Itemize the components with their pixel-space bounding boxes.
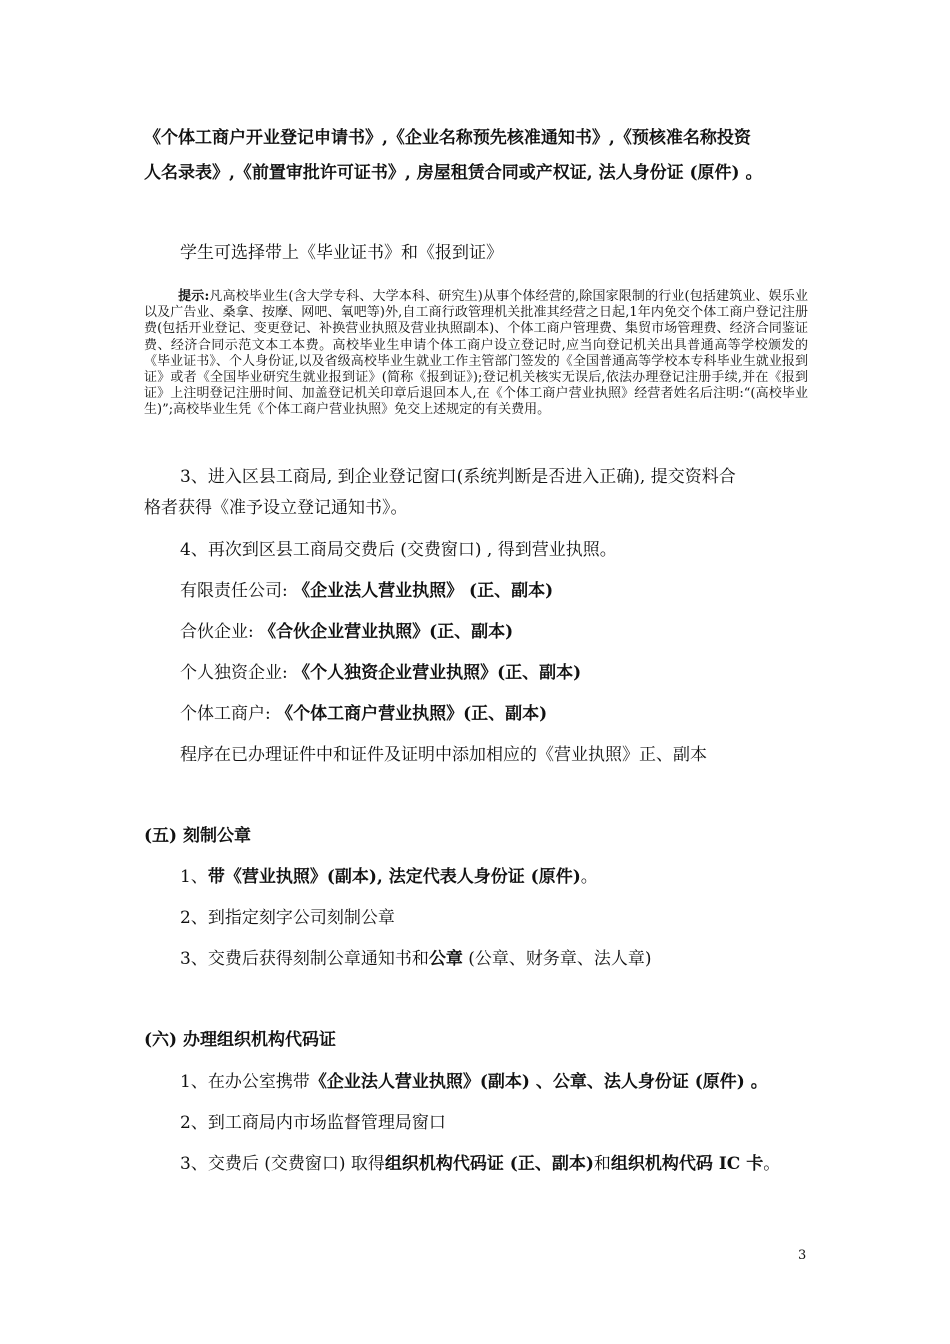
license-label: 合伙企业:: [180, 622, 260, 642]
item-text-suffix: (公章、财务章、法人章): [462, 949, 652, 969]
tip-label: 提示:: [178, 289, 210, 304]
license-value: 《个人独资企业营业执照》(正、副本): [293, 663, 582, 683]
license-individual: [180, 703, 547, 725]
section-6-item-3: [180, 1153, 780, 1175]
intro-line-2: 人名录表》,《前置审批许可证书》, 房屋租赁合同或产权证, 法人身份证 (原件) 。: [144, 163, 763, 183]
section-6-heading: (六) 办理组织机构代码证: [144, 1030, 337, 1050]
license-label: 有限责任公司:: [180, 581, 294, 601]
tip-text: 凡高校毕业生(含大学专科、大学本科、研究生)从事个体经营的,除国家限制的行业(包括建筑业、娱乐业以及广告业、桑拿、按摩、网吧、氧吧等)外,自工商行政管理机关批准其经营之日起,1年内免交个体工商户登记注册费(包括开业登记、变更登记、补换营业执照及营业执照副本)、个体工商户管理费、集贸市场管理费、经济合同鉴证费、经济合同示范文本工本费。高校毕业生申请个体工商户设立登记时,应当向登记机关出具普通高等学校颁发的《毕业证书》、个人身份证,以及省级高校毕业生就业工作主管部门签发的《全国普通高等学校本专科毕业生就业报到证》或者《全国毕业研究生就业报到证》(简称《报到证》);登记机关核实无误后,依法办理登记注册手续,并在《报到证》上注明登记注册时间、加盖登记机关印章后退回本人,在《个体工商户营业执照》经营者姓名后注明:“(高校毕业生)”;高校毕业生凭《个体工商户营业执照》免交上述规定的有关费用。: [144, 289, 808, 418]
item-text-bold: 组织机构代码 IC 卡: [610, 1154, 764, 1174]
item-text-suffix: 。: [763, 1154, 781, 1174]
intro-line-1: 《个体工商户开业登记申请书》,《企业名称预先核准通知书》,《预核准名称投资: [144, 128, 751, 148]
step-4: 4、再次到区县工商局交费后 (交费窗口) , 得到营业执照。: [180, 540, 617, 560]
license-label: 个人独资企业:: [180, 663, 294, 683]
section-6-item-1: [180, 1071, 768, 1093]
program-note: 程序在已办理证件中和证件及证明中添加相应的《营业执照》正、副本: [180, 745, 707, 765]
license-partnership: [180, 621, 513, 643]
step-3-line-2: 格者获得《准予设立登记通知书》。: [144, 498, 408, 518]
tip-paragraph: [144, 289, 808, 419]
section-6-item-2: 2、到工商局内市场监督管理局窗口: [180, 1113, 446, 1133]
item-text: 3、交费后 (交费窗口) 取得: [180, 1154, 385, 1174]
license-label: 个体工商户:: [180, 704, 277, 724]
license-value: 《个体工商户营业执照》(正、副本): [276, 704, 548, 724]
item-text-bold: 组织机构代码证 (正、副本): [384, 1154, 594, 1174]
optional-documents-note: 学生可选择带上《毕业证书》和《报到证》: [180, 243, 503, 263]
section-5-heading: (五) 刻制公章: [144, 826, 252, 846]
item-text-suffix: 。: [580, 867, 598, 887]
item-text: 3、交费后获得刻制公章通知书和: [180, 949, 429, 969]
item-text: 1、在办公室携带: [180, 1072, 310, 1092]
license-value: 《合伙企业营业执照》(正、副本): [259, 622, 514, 642]
license-llc: [180, 580, 553, 602]
item-text: 和: [593, 1154, 611, 1174]
item-text-bold: 带《营业执照》(副本), 法定代表人身份证 (原件): [207, 867, 581, 887]
license-sole-proprietorship: [180, 662, 581, 684]
item-number: 1、: [180, 867, 208, 887]
section-5-item-1: [180, 866, 598, 888]
section-5-item-3: [180, 948, 652, 970]
item-text-bold: 公章: [428, 949, 463, 969]
license-value: 《企业法人营业执照》 (正、副本): [293, 581, 554, 601]
item-text-bold: 《企业法人营业执照》(副本) 、公章、法人身份证 (原件) 。: [309, 1072, 768, 1092]
section-5-item-2: 2、到指定刻字公司刻制公章: [180, 908, 395, 928]
page-number: 3: [798, 1248, 807, 1263]
step-3-line-1: 3、进入区县工商局, 到企业登记窗口(系统判断是否进入正确), 提交资料合: [180, 467, 736, 487]
